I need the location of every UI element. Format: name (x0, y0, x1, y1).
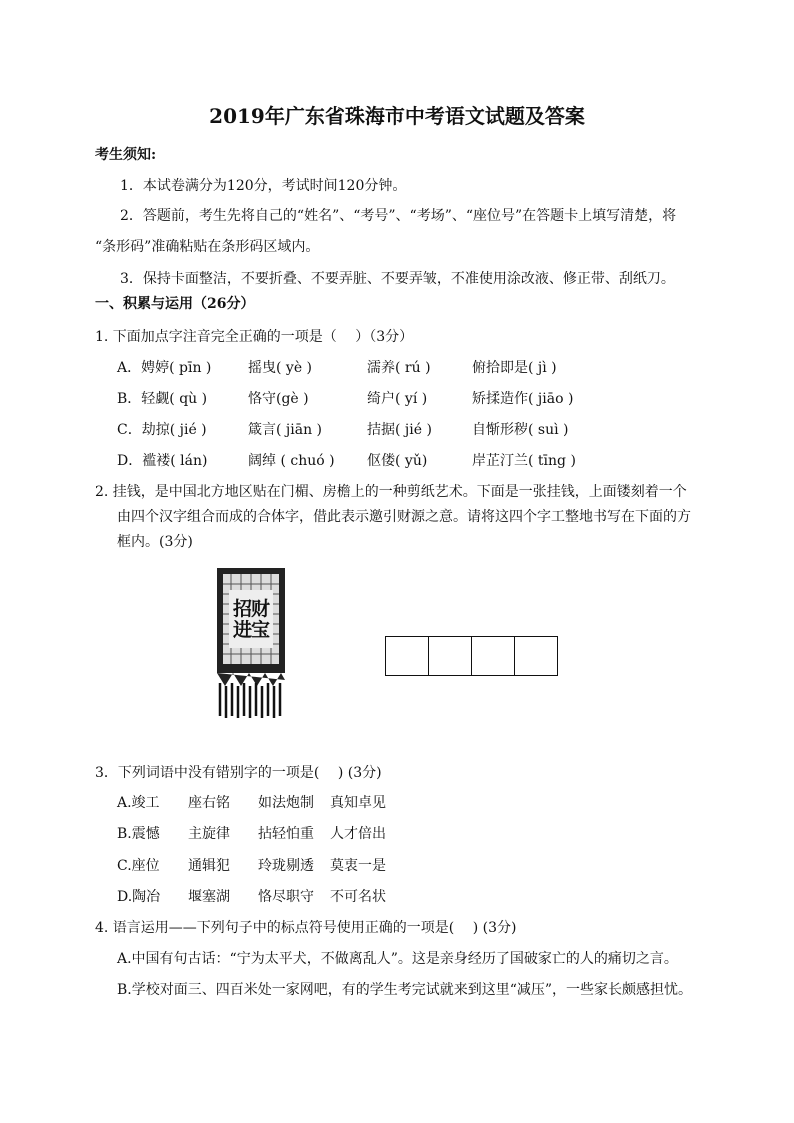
q3-option: 莫衷一是 (330, 858, 386, 874)
answer-box[interactable] (386, 637, 429, 675)
q3-option: 主旋律 (188, 826, 230, 842)
q3-option: C.座位 (117, 858, 160, 874)
q3-option: 座右铭 (188, 795, 230, 811)
q1-option: 岸芷汀兰( tīng ) (472, 453, 576, 469)
notice-heading: 考生须知: (95, 147, 157, 163)
q3-option: A.竣工 (117, 795, 160, 811)
q1-option: 拮据( jié ) (367, 422, 432, 438)
q1-option: B．轻觑( qù ) (117, 391, 208, 407)
q3-option: D.陶冶 (117, 889, 161, 905)
q1-option: 矫揉造作( jiāo ) (472, 391, 574, 407)
q1-option: 恪守(gè ) (248, 391, 309, 407)
question-2-line: 2. 挂钱，是中国北方地区贴在门楣、房檐上的一种剪纸艺术。下面是一张挂钱，上面镂刻着一个 (95, 484, 687, 500)
q1-option: 俯拾即是( jì ) (472, 360, 557, 376)
q1-option: 绮户( yí ) (367, 391, 428, 407)
question-2-line: 框内。(3分) (117, 534, 193, 550)
question-4-option: A.中国有句古话：“宁为太平犬，不做离乱人”。这是亲身经历了国破家亡的人的痛切之言。 (117, 951, 678, 967)
question-1-stem: 1. 下面加点字注音完全正确的一项是（ ）（3分） (95, 329, 414, 345)
question-3-stem: 3．下列词语中没有错别字的一项是( ) (3分) (95, 765, 382, 781)
notice-item: 3．保持卡面整洁，不要折叠、不要弄脏、不要弄皱，不准使用涂改液、修正带、刮纸刀。 (120, 271, 675, 287)
answer-box[interactable] (429, 637, 472, 675)
q3-option: 拈轻怕重 (258, 826, 314, 842)
q1-option: 摇曳( yè ) (248, 360, 313, 376)
q3-option: 通辑犯 (188, 858, 230, 874)
question-2-line: 由四个汉字组合而成的合体字，借此表示邀引财源之意。请将这四个字工整地书写在下面的方 (117, 509, 691, 525)
notice-item: 2．答题前，考生先将自己的“姓名”、“考号”、“考场”、“座位号”在答题卡上填写清楚，将 (120, 208, 677, 224)
section-heading: 一、积累与运用（26分） (95, 296, 255, 312)
q3-option: 真知卓见 (330, 795, 386, 811)
notice-item: 1．本试卷满分为120分，考试时间120分钟。 (120, 178, 407, 194)
q3-option: B.震憾 (117, 826, 160, 842)
q1-option: D．褴褛( lán) (117, 453, 208, 469)
q3-option: 恪尽职守 (258, 889, 314, 905)
notice-item: “条形码”准确粘贴在条形码区域内。 (95, 239, 320, 255)
q1-option: A．娉婷( pīn ) (117, 360, 212, 376)
answer-box[interactable] (515, 637, 557, 675)
q1-option: 濡养( rú ) (367, 360, 431, 376)
q3-option: 人才倍出 (330, 826, 386, 842)
q3-option: 玲珑剔透 (258, 858, 314, 874)
q1-option: 自惭形秽( suì ) (472, 422, 569, 438)
banner-composite-glyph: 招财进宝 (232, 598, 269, 641)
q3-option: 堰塞湖 (188, 889, 230, 905)
q1-option: 阔绰 ( chuó ) (248, 453, 335, 469)
page-title: 2019年广东省珠海市中考语文试题及答案 (209, 104, 585, 128)
answer-boxes (385, 636, 558, 676)
question-4-option: B.学校对面三、四百米处一家网吧，有的学生考完试就来到这里“减压”，一些家长颇感担忧。 (117, 982, 693, 998)
answer-box[interactable] (472, 637, 515, 675)
question-4-stem: 4. 语言运用——下列句子中的标点符号使用正确的一项是( ) (3分) (95, 920, 517, 936)
q1-option: C．劫掠( jié ) (117, 422, 207, 438)
q1-option: 箴言( jiān ) (248, 422, 323, 438)
q3-option: 如法炮制 (258, 795, 314, 811)
q3-option: 不可名状 (330, 889, 386, 905)
q1-option: 伛偻( yǔ) (367, 453, 428, 469)
